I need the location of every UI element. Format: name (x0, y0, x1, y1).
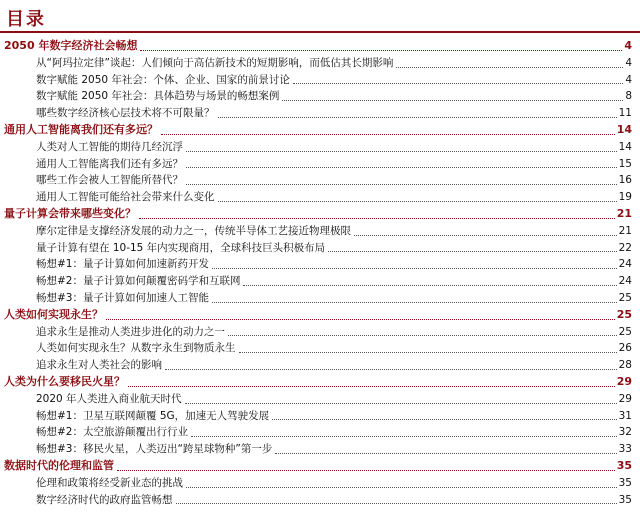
toc-subsection-entry[interactable] (0, 223, 640, 240)
toc-entry-title: 哪些工作会被人工智能所替代？ (36, 174, 183, 187)
dot-leader (396, 67, 623, 68)
dot-leader (272, 419, 616, 420)
toc-subsection-entry[interactable] (0, 256, 640, 273)
page-number: 15 (618, 157, 632, 170)
toc-entry-title: 摩尔定律是支撑经济发展的动力之一，传统半导体工艺接近物理极限 (36, 224, 351, 237)
dot-leader (106, 319, 615, 320)
page-number: 33 (618, 443, 632, 456)
toc-subsection-entry[interactable] (0, 88, 640, 105)
dot-leader (140, 50, 622, 51)
dot-leader (275, 453, 616, 454)
toc-subsection-entry[interactable] (0, 55, 640, 72)
dot-leader (354, 235, 617, 236)
page-number: 24 (618, 258, 632, 271)
dot-leader (293, 83, 623, 84)
page-number: 35 (616, 458, 632, 472)
dot-leader (218, 201, 617, 202)
toc-section-title: 数据时代的伦理和监管 (4, 458, 114, 472)
toc-section-entry[interactable] (0, 38, 640, 55)
toc-section-entry[interactable] (0, 374, 640, 391)
toc-subsection-entry[interactable] (0, 408, 640, 425)
dot-leader (218, 117, 617, 118)
dot-leader (228, 335, 617, 336)
toc-subsection-entry[interactable] (0, 139, 640, 156)
dot-leader (212, 302, 617, 303)
toc-subsection-entry[interactable] (0, 492, 640, 509)
toc-subsection-entry[interactable] (0, 105, 640, 122)
dot-leader (161, 134, 615, 135)
toc-list (0, 38, 640, 508)
page-number: 22 (618, 241, 632, 254)
page-number: 4 (625, 73, 632, 86)
toc-entry-title: 从“阿玛拉定律”谈起：人们倾向于高估新技术的短期影响，而低估其长期影响 (36, 56, 394, 69)
dot-leader (243, 285, 616, 286)
title-rule (0, 31, 640, 33)
page-number: 32 (618, 426, 632, 439)
toc-subsection-entry[interactable] (0, 240, 640, 257)
toc-entry-title: 人类如何实现永生？从数字永生到物质永生 (36, 342, 236, 355)
toc-section-entry[interactable] (0, 206, 640, 223)
toc-subsection-entry[interactable] (0, 156, 640, 173)
toc-entry-title: 人类对人工智能的期待几经沉浮 (36, 140, 183, 153)
page-number: 25 (616, 307, 632, 321)
toc-subsection-entry[interactable] (0, 340, 640, 357)
page-number: 29 (616, 374, 632, 388)
page-number: 35 (618, 476, 632, 489)
dot-leader (176, 503, 617, 504)
toc-section-title: 人类为什么要移民火星？ (4, 374, 125, 388)
toc-entry-title: 畅想#3：移民火星，人类迈出“跨星球物种”第一步 (36, 443, 273, 456)
toc-entry-title: 数字赋能 2050 年社会：个体、企业、国家的前景讨论 (36, 73, 290, 86)
toc-section-title: 量子计算会带来哪些变化？ (4, 206, 136, 220)
dot-leader (139, 218, 615, 219)
dot-leader (186, 487, 617, 488)
toc-section-title: 人类如何实现永生？ (4, 307, 103, 321)
toc-entry-title: 伦理和政策将经受新业态的挑战 (36, 476, 183, 489)
toc-section-title: 通用人工智能离我们还有多远？ (4, 122, 158, 136)
page-number: 4 (624, 39, 632, 52)
page-number: 8 (625, 90, 632, 103)
toc-subsection-entry[interactable] (0, 441, 640, 458)
dot-leader (212, 268, 617, 269)
toc-entry-title: 畅想#2：太空旅游颠覆出行行业 (36, 426, 188, 439)
toc-entry-title: 畅想#1：卫星互联网颠覆 5G，加速无人驾驶发展 (36, 409, 270, 422)
dot-leader (328, 251, 616, 252)
dot-leader (165, 369, 617, 370)
toc-subsection-entry[interactable] (0, 273, 640, 290)
toc-entry-title: 畅想#1：量子计算如何加速新药开发 (36, 258, 209, 271)
toc-entry-title: 畅想#3：量子计算如何加速人工智能 (36, 291, 209, 304)
toc-entry-title: 畅想#2：量子计算如何颠覆密码学和互联网 (36, 275, 241, 288)
dot-leader (191, 436, 617, 437)
toc-entry-title: 哪些数字经济核心层技术将不可限量？ (36, 107, 215, 120)
toc-entry-title: 数字经济时代的政府监管畅想 (36, 493, 173, 506)
page-number: 35 (618, 493, 632, 506)
toc-entry-title: 数字赋能 2050 年社会：具体趋势与场景的畅想案例 (36, 90, 280, 103)
page-number: 14 (616, 122, 632, 136)
toc-subsection-entry[interactable] (0, 424, 640, 441)
toc-subsection-entry[interactable] (0, 357, 640, 374)
dot-leader (186, 151, 617, 152)
toc-subsection-entry[interactable] (0, 290, 640, 307)
toc-section-entry[interactable] (0, 307, 640, 324)
toc-subsection-entry[interactable] (0, 391, 640, 408)
page-number: 21 (618, 224, 632, 237)
page-number: 21 (616, 206, 632, 220)
page-number: 26 (618, 342, 632, 355)
toc-subsection-entry[interactable] (0, 475, 640, 492)
page-number: 4 (625, 56, 632, 69)
dot-leader (185, 403, 617, 404)
page-number: 31 (618, 409, 632, 422)
toc-entry-title: 追求永生是推动人类进步进化的动力之一 (36, 325, 225, 338)
page-number: 16 (618, 174, 632, 187)
dot-leader (128, 386, 615, 387)
toc-subsection-entry[interactable] (0, 324, 640, 341)
toc-entry-title: 追求永生对人类社会的影响 (36, 359, 162, 372)
dot-leader (186, 184, 617, 185)
page-number: 11 (618, 107, 632, 120)
toc-subsection-entry[interactable] (0, 72, 640, 89)
toc-subsection-entry[interactable] (0, 172, 640, 189)
page-number: 25 (618, 291, 632, 304)
toc-subsection-entry[interactable] (0, 189, 640, 206)
dot-leader (282, 100, 623, 101)
toc-section-entry[interactable] (0, 122, 640, 139)
toc-entry-title: 量子计算有望在 10-15 年内实现商用，全球科技巨头积极布局 (36, 241, 326, 254)
toc-title: 目录 (6, 9, 46, 30)
page-number: 28 (618, 359, 632, 372)
page-number: 14 (618, 140, 632, 153)
page-number: 25 (618, 325, 632, 338)
dot-leader (186, 167, 617, 168)
toc-entry-title: 通用人工智能可能给社会带来什么变化 (36, 191, 215, 204)
dot-leader (117, 470, 615, 471)
toc-section-title: 2050 年数字经济社会畅想 (4, 39, 138, 52)
page-number: 19 (618, 191, 632, 204)
page-number: 29 (618, 392, 632, 405)
toc-section-entry[interactable] (0, 458, 640, 475)
dot-leader (239, 352, 617, 353)
page-number: 24 (618, 275, 632, 288)
toc-entry-title: 通用人工智能离我们还有多远？ (36, 157, 183, 170)
toc-entry-title: 2020 年人类进入商业航天时代 (36, 392, 182, 405)
